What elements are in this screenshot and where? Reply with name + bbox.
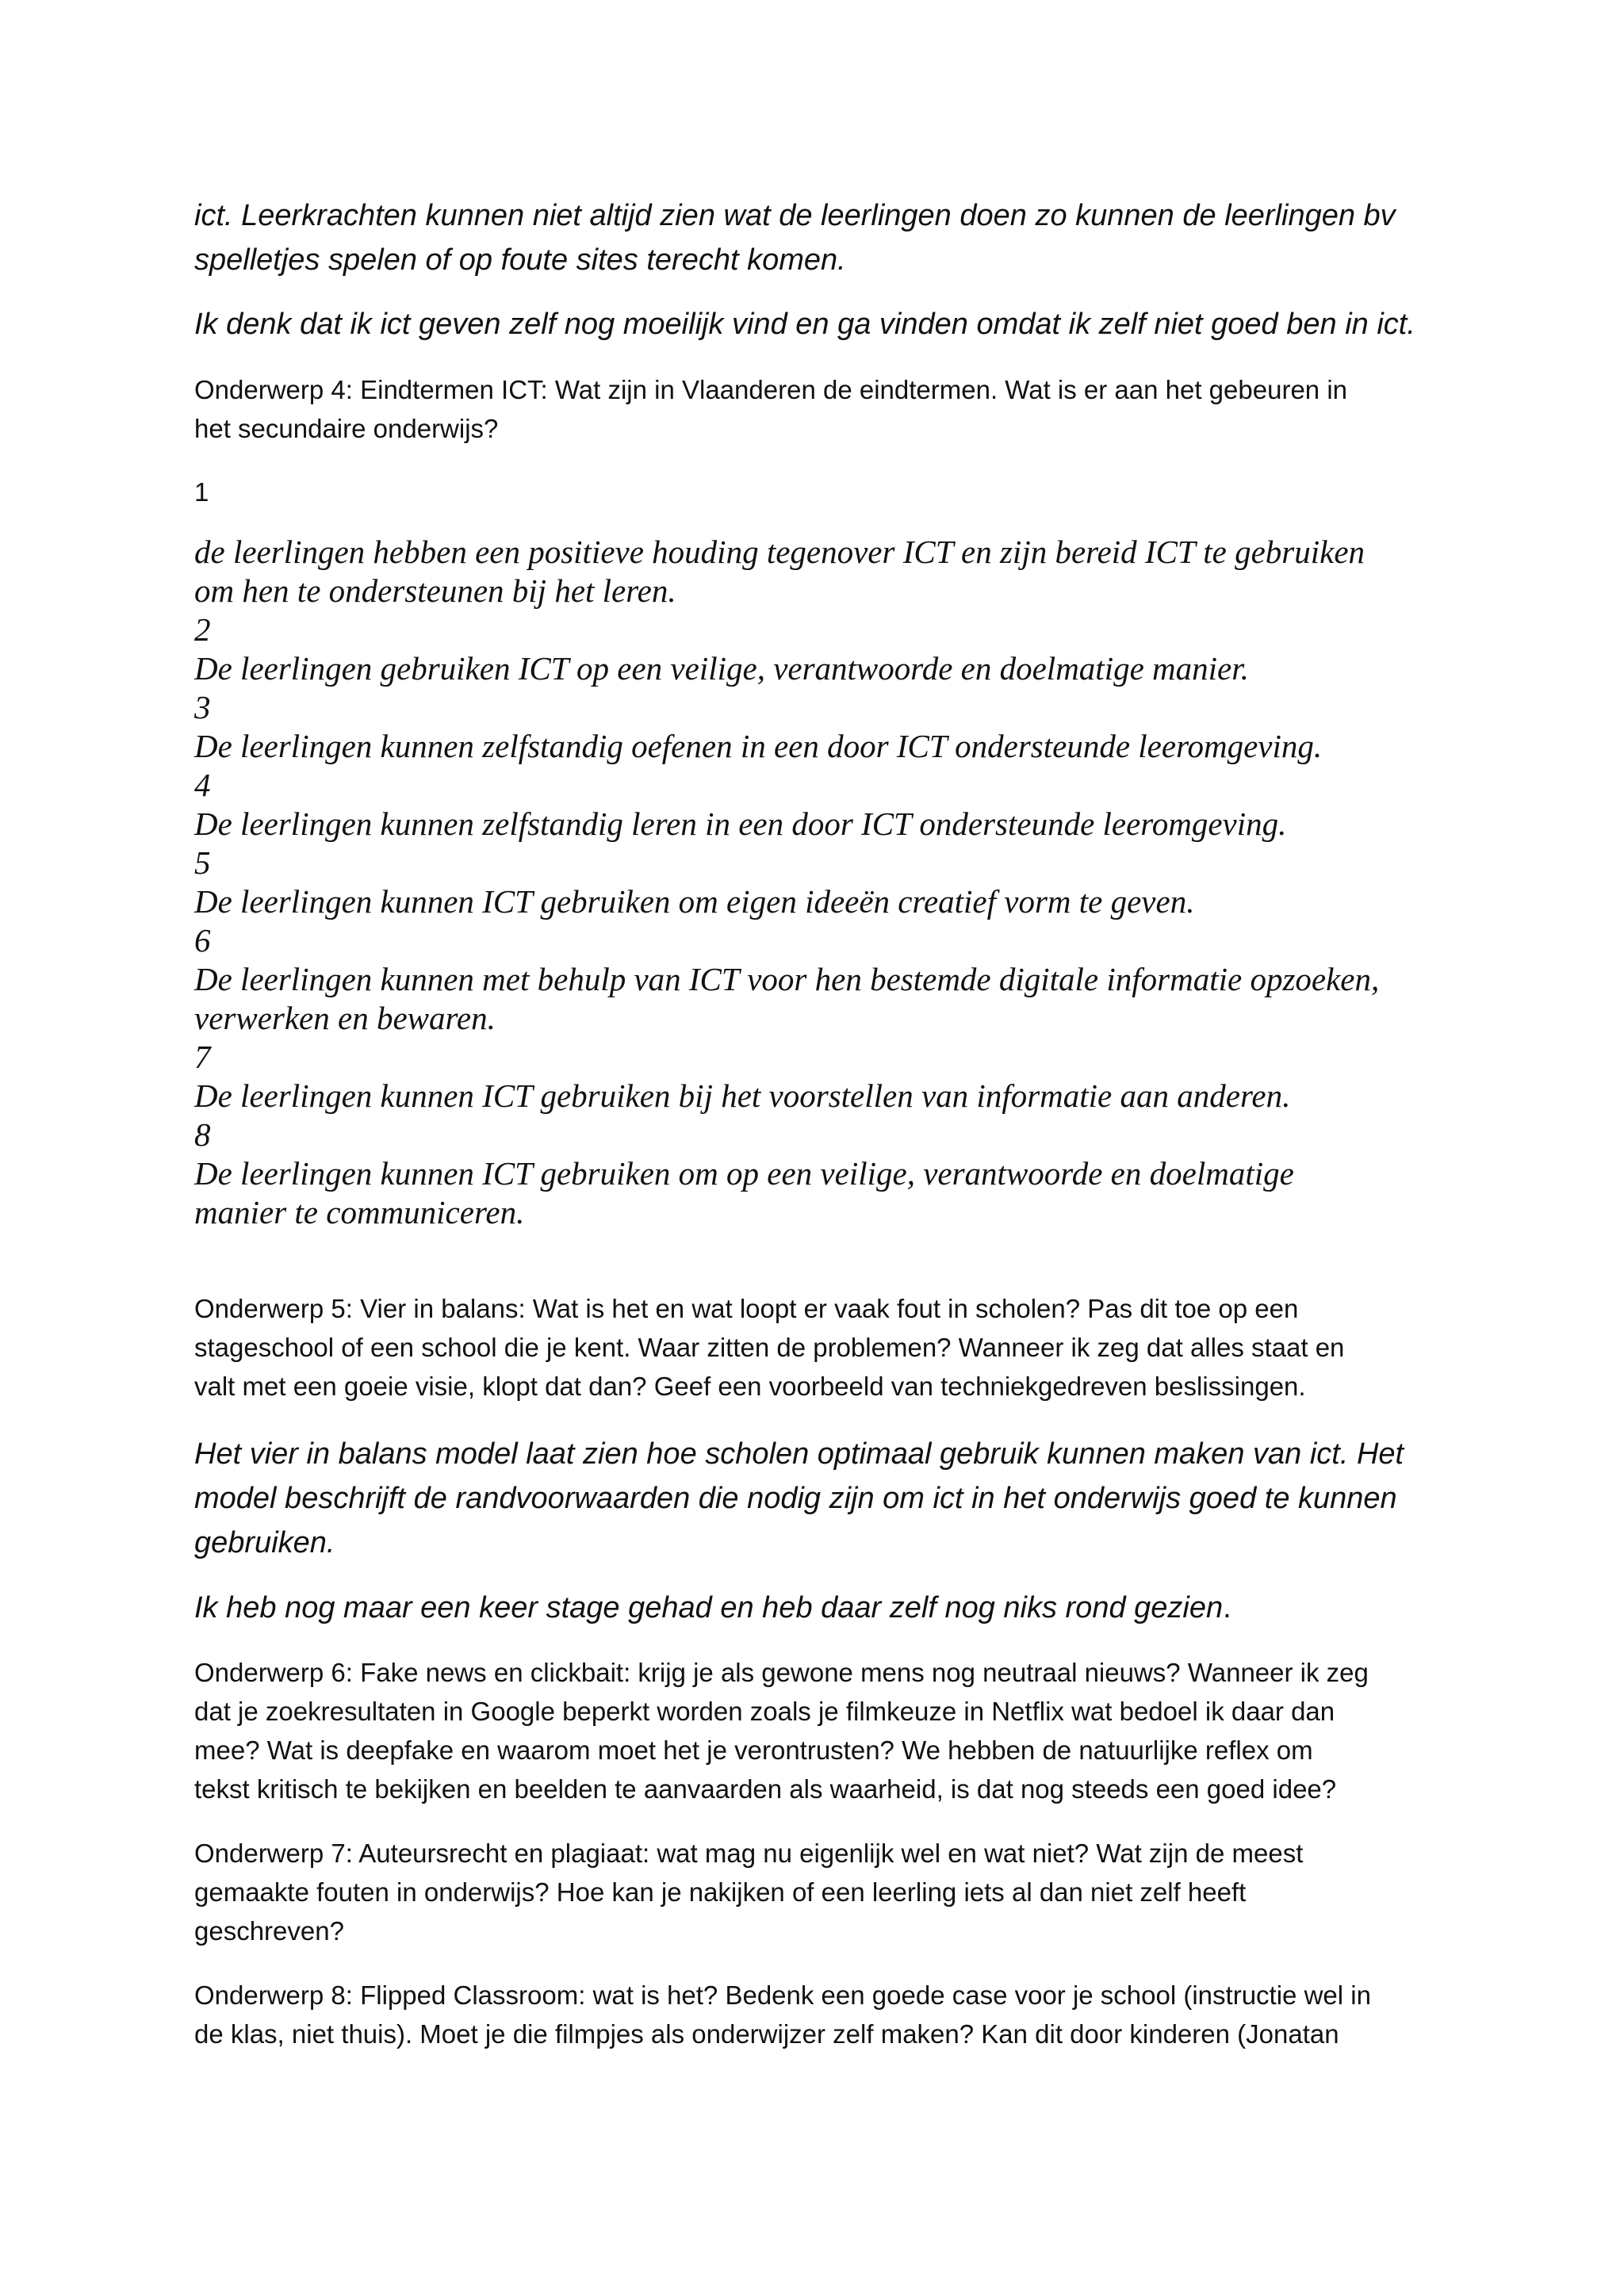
eindterm-number: 4 — [194, 767, 211, 803]
text-line: Ik denk dat ik ict geven zelf nog moeilijk vind en ga vinden omdat ik zelf niet goed ben in ict. — [194, 308, 1415, 341]
eindterm-item — [194, 1115, 1447, 1232]
answer-paragraph-1 — [194, 193, 1447, 282]
list-number-1 — [194, 473, 1447, 511]
eindterm-text: om hen te ondersteunen bij het leren. — [194, 572, 676, 609]
text-line: geschreven? — [194, 1916, 344, 1946]
text-line: spelletjes spelen of op foute sites terecht komen. — [194, 243, 846, 277]
answer-paragraph-5a — [194, 1432, 1447, 1565]
eindterm-text: De leerlingen kunnen zelfstandig leren in een door ICT ondersteunde leeromgeving. — [194, 806, 1287, 842]
text-line: de klas, niet thuis). Moet je die filmpjes als onderwijzer zelf maken? Kan dit door kinderen (Jonatan — [194, 2019, 1339, 2049]
text-line: valt met een goeie visie, klopt dat dan? Geef een voorbeeld van techniekgedreven beslissingen. — [194, 1372, 1306, 1401]
eindtermen-list — [194, 533, 1447, 1232]
text-line: Onderwerp 6: Fake news en clickbait: krijg je als gewone mens nog neutraal nieuws? Wanneer ik zeg — [194, 1658, 1369, 1687]
text-line: stageschool of een school die je kent. Waar zitten de problemen? Wanneer ik zeg dat alles staat en — [194, 1333, 1345, 1362]
topic-8-question — [194, 1976, 1447, 2053]
eindterm-item — [194, 766, 1447, 844]
eindterm-item — [194, 921, 1447, 1038]
eindterm-text: De leerlingen kunnen zelfstandig oefenen in een door ICT ondersteunde leeromgeving. — [194, 728, 1323, 764]
eindterm-text: De leerlingen kunnen ICT gebruiken om eigen ideeën creatief vorm te geven. — [194, 883, 1195, 920]
eindterm-item — [194, 533, 1447, 610]
eindterm-text: verwerken en bewaren. — [194, 1000, 496, 1036]
eindterm-number: 2 — [194, 611, 211, 648]
list-number: 1 — [194, 477, 209, 507]
text-line: Onderwerp 7: Auteursrecht en plagiaat: wat mag nu eigenlijk wel en wat niet? Wat zijn de meest — [194, 1839, 1304, 1868]
eindterm-text: De leerlingen kunnen ICT gebruiken bij het voorstellen van informatie aan anderen. — [194, 1077, 1291, 1114]
text-line: Het vier in balans model laat zien hoe scholen optimaal gebruik kunnen maken van ict. Het — [194, 1437, 1404, 1471]
eindterm-text: De leerlingen kunnen ICT gebruiken om op een veilige, verantwoorde en doelmatige — [194, 1155, 1294, 1192]
eindterm-number: 7 — [194, 1039, 211, 1075]
text-line: ict. Leerkrachten kunnen niet altijd zien wat de leerlingen doen zo kunnen de leerlingen bv — [194, 199, 1396, 232]
text-line: tekst kritisch te bekijken en beelden te aanvaarden als waarheid, is dat nog steeds een goed idee? — [194, 1774, 1337, 1804]
text-line: Onderwerp 4: Eindtermen ICT: Wat zijn in Vlaanderen de eindtermen. Wat is er aan het gebeuren in — [194, 375, 1347, 404]
text-line: Ik heb nog maar een keer stage gehad en heb daar zelf nog niks rond gezien — [194, 1591, 1224, 1624]
eindterm-number: 8 — [194, 1116, 211, 1153]
topic-4-question — [194, 370, 1447, 448]
text-line: gemaakte fouten in onderwijs? Hoe kan je nakijken of een leerling iets al dan niet zelf heeft — [194, 1877, 1247, 1907]
text-line: gebruiken. — [194, 1526, 335, 1559]
topic-6-question — [194, 1653, 1447, 1808]
text-period: . — [1223, 1591, 1231, 1624]
text-line: model beschrijft de randvoorwaarden die nodig zijn om ict in het onderwijs goed te kunnen — [194, 1482, 1397, 1515]
eindterm-text: De leerlingen gebruiken ICT op een veilige, verantwoorde en doelmatige manier. — [194, 650, 1249, 687]
eindterm-number: 3 — [194, 689, 211, 725]
eindterm-text: manier te communiceren. — [194, 1194, 525, 1230]
text-line: Onderwerp 8: Flipped Classroom: wat is het? Bedenk een goede case voor je school (instructie wel in — [194, 1980, 1371, 2010]
eindterm-item — [194, 688, 1447, 766]
answer-paragraph-2 — [194, 302, 1447, 346]
eindterm-number: 6 — [194, 922, 211, 959]
eindterm-text: De leerlingen kunnen met behulp van ICT voor hen bestemde digitale informatie opzoeken, — [194, 961, 1380, 997]
text-line: het secundaire onderwijs? — [194, 414, 499, 443]
eindterm-item — [194, 1038, 1447, 1115]
eindterm-number: 5 — [194, 844, 211, 881]
text-line: dat je zoekresultaten in Google beperkt worden zoals je filmkeuze in Netflix wat bedoel ik daar dan — [194, 1697, 1335, 1726]
text-line: mee? Wat is deepfake en waarom moet het je verontrusten? We hebben de natuurlijke reflex om — [194, 1735, 1313, 1765]
answer-paragraph-5b — [194, 1586, 1447, 1630]
topic-5-question — [194, 1289, 1447, 1406]
eindterm-item — [194, 844, 1447, 921]
eindterm-item — [194, 610, 1447, 688]
eindterm-text: de leerlingen hebben een positieve houding tegenover ICT en zijn bereid ICT te gebruiken — [194, 534, 1365, 570]
text-line: Onderwerp 5: Vier in balans: Wat is het en wat loopt er vaak fout in scholen? Pas dit toe op een — [194, 1294, 1299, 1323]
topic-7-question — [194, 1834, 1447, 1950]
